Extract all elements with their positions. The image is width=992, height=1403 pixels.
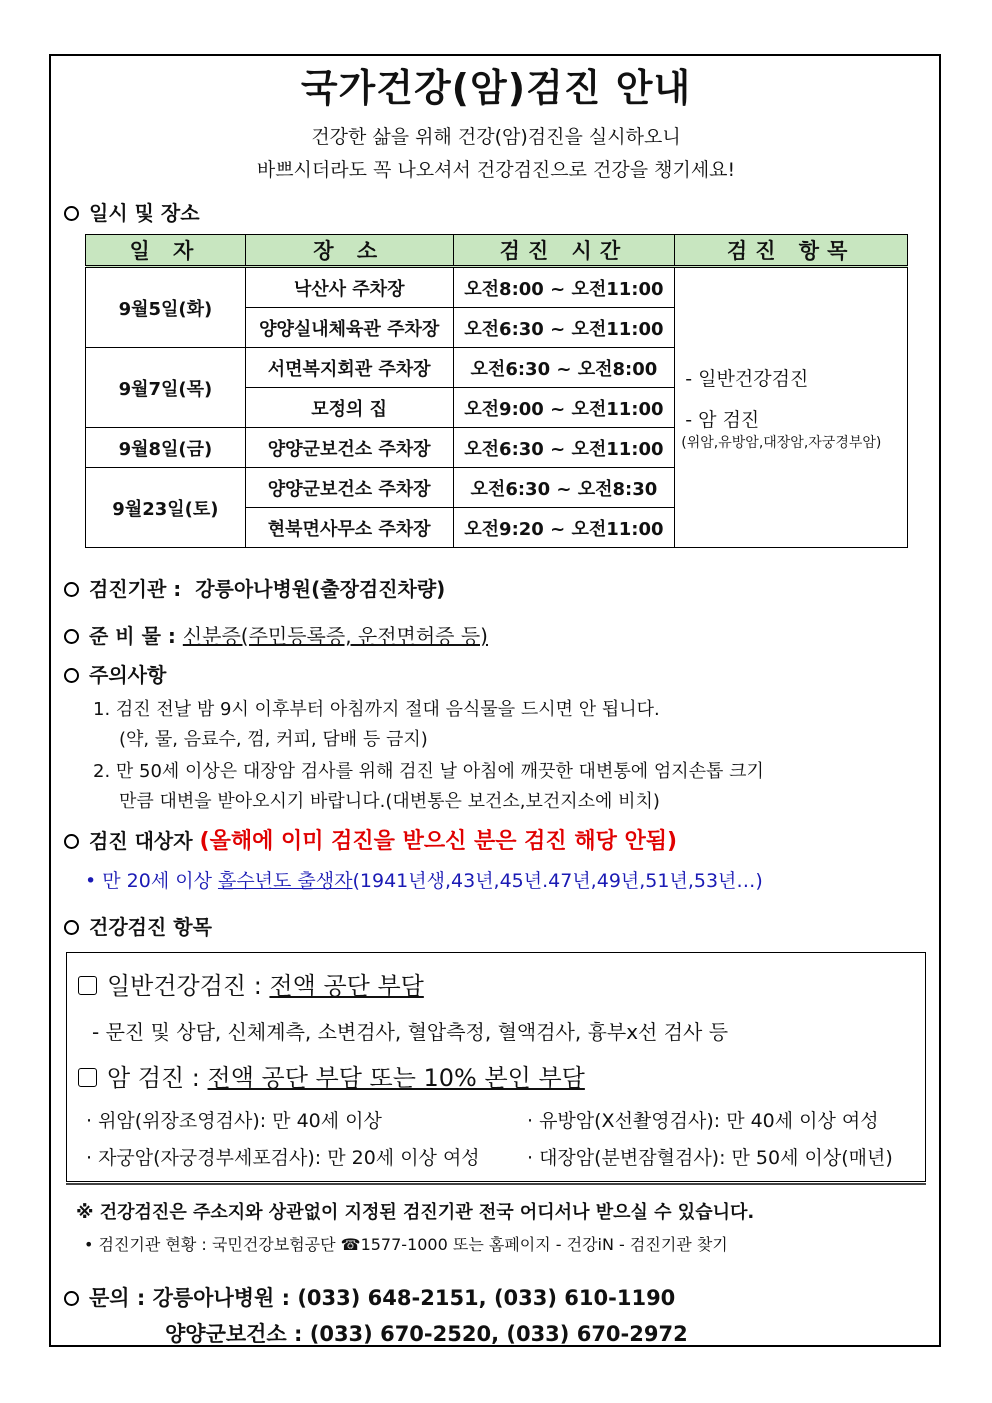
prep-line: [64, 620, 488, 649]
target-heading-text: 검진 대상자: [89, 829, 193, 853]
schedule-table: [85, 234, 908, 548]
row-place: 양양실내체육관 주차장: [245, 308, 453, 348]
circle-bullet-icon: [64, 629, 79, 644]
cancer-item-cervical: · 자궁암(자궁경부세포검사): 만 20세 이상 여성: [86, 1147, 480, 1169]
page-title: 국가건강(암)검진 안내: [300, 66, 692, 110]
row-place: 양양군보건소 주차장: [245, 468, 453, 508]
row-time: 오전6:30 ~ 오전8:30: [453, 468, 675, 508]
row-place: 양양군보건소 주차장: [245, 428, 453, 468]
contact-label: 문의 :: [89, 1286, 153, 1310]
cancer-label: 암 검진 :: [107, 1064, 208, 1092]
item-cancer: - 암 검진: [685, 408, 760, 431]
target-prefix: • 만 20세 이상: [85, 870, 218, 892]
circle-bullet-icon: [64, 668, 79, 683]
col-items: 검진 항목: [675, 235, 908, 267]
institution-value: 강릉아나병원(출장검진차량): [195, 577, 446, 601]
circle-bullet-icon: [64, 920, 79, 935]
target-warning: (올해에 이미 검진을 받으신 분은 검진 해당 안됨): [199, 829, 678, 854]
intro-line-2: 바쁘시더라도 꼭 나오셔서 건강검진으로 건강을 챙기세요!: [256, 159, 736, 181]
row-time: 오전6:30 ~ 오전8:00: [453, 348, 675, 388]
row-date: 9월23일(토): [86, 468, 246, 548]
general-value: 전액 공단 부담: [269, 972, 424, 1000]
row-place: 낙산사 주차장: [245, 267, 453, 308]
footnote-sub: • 검진기관 현황 : 국민건강보험공단 ☎1577-1000 또는 홈페이지 - 건강iN - 검진기관 찾기: [84, 1235, 728, 1254]
row-place: 모정의 집: [245, 388, 453, 428]
row-date: 9월5일(화): [86, 267, 246, 348]
cancer-checkup-line: [78, 1058, 585, 1093]
row-time: 오전8:00 ~ 오전11:00: [453, 267, 675, 308]
circle-bullet-icon: [64, 1291, 79, 1306]
schedule-heading: [64, 197, 200, 226]
contact-hospital: 강릉아나병원 : (033) 648-2151, (033) 610-1190: [152, 1286, 676, 1310]
institution-line: [64, 573, 445, 602]
general-label: 일반건강검진 :: [107, 972, 270, 1000]
checkbox-icon: [78, 976, 97, 995]
circle-bullet-icon: [64, 582, 79, 597]
general-detail: - 문진 및 상담, 신체계측, 소변검사, 혈압측정, 혈액검사, 흉부x선 검사 등: [92, 1020, 729, 1044]
cancer-value: 전액 공단 부담 또는 10% 본인 부담: [207, 1064, 585, 1092]
intro-line-1: 건강한 삶을 위해 건강(암)검진을 실시하오니: [311, 126, 681, 148]
prep-label: 준 비 물 :: [89, 624, 176, 648]
caution-line-4: 만큼 대변을 받아오시기 바랍니다.(대변통은 보건소,보건지소에 비치): [119, 791, 660, 812]
col-time: 검진 시간: [453, 235, 675, 267]
prep-value: 신분증(주민등록증, 운전면허증 등): [182, 624, 488, 648]
checkbox-icon: [78, 1068, 97, 1087]
row-time: 오전6:30 ~ 오전11:00: [453, 428, 675, 468]
footnote: ※ 건강검진은 주소지와 상관없이 지정된 검진기관 전국 어디서나 받으실 수 있습니다.: [76, 1202, 755, 1223]
row-date: 9월8일(금): [86, 428, 246, 468]
cancer-item-breast: · 유방암(X선촬영검사): 만 40세 이상 여성: [527, 1110, 879, 1132]
items-heading-text: 건강검진 항목: [89, 915, 212, 939]
target-detail: [85, 866, 763, 893]
target-heading: [64, 824, 677, 855]
col-place: 장 소: [245, 235, 453, 267]
row-place: 현북면사무소 주차장: [245, 508, 453, 548]
row-place: 서면복지회관 주차장: [245, 348, 453, 388]
col-date: 일 자: [86, 235, 246, 267]
table-row: [86, 267, 908, 308]
item-cancer-types: (위암,유방암,대장암,자궁경부암): [681, 434, 882, 451]
general-checkup-line: [78, 966, 424, 1001]
target-odd-years: 홀수년도 출생자: [217, 870, 353, 892]
schedule-heading-text: 일시 및 장소: [89, 201, 200, 225]
cancer-item-colon: · 대장암(분변잠혈검사): 만 50세 이상(매년): [527, 1147, 893, 1169]
row-time: 오전9:00 ~ 오전11:00: [453, 388, 675, 428]
caution-line-1: 1. 검진 전날 밤 9시 이후부터 아침까지 절대 음식물을 드시면 안 됩니다.: [93, 699, 660, 720]
caution-line-3: 2. 만 50세 이상은 대장암 검사를 위해 검진 날 아침에 깨끗한 대변통에 엄지손톱 크기: [93, 761, 764, 782]
row-date: 9월7일(목): [86, 348, 246, 428]
contact-line-2: 양양군보건소 : (033) 670-2520, (033) 670-2972: [165, 1322, 688, 1346]
cautions-heading-text: 주의사항: [89, 663, 167, 687]
caution-line-2: (약, 물, 음료수, 껌, 커피, 담배 등 금지): [119, 729, 428, 750]
items-heading: [64, 911, 212, 940]
cancer-item-stomach: · 위암(위장조영검사): 만 40세 이상: [86, 1110, 382, 1132]
cautions-heading: [64, 659, 166, 688]
circle-bullet-icon: [64, 206, 79, 221]
items-box-underline: [66, 1183, 926, 1185]
contact-line-1: [64, 1282, 675, 1312]
item-general: - 일반건강검진: [685, 367, 809, 390]
checkup-items-cell: [675, 267, 908, 548]
row-time: 오전6:30 ~ 오전11:00: [453, 308, 675, 348]
circle-bullet-icon: [64, 834, 79, 849]
target-years-list: (1941년생,43년,45년.47년,49년,51년,53년…): [352, 870, 763, 892]
row-time: 오전9:20 ~ 오전11:00: [453, 508, 675, 548]
schedule-header-row: [86, 235, 908, 267]
institution-label: 검진기관 :: [89, 577, 182, 601]
